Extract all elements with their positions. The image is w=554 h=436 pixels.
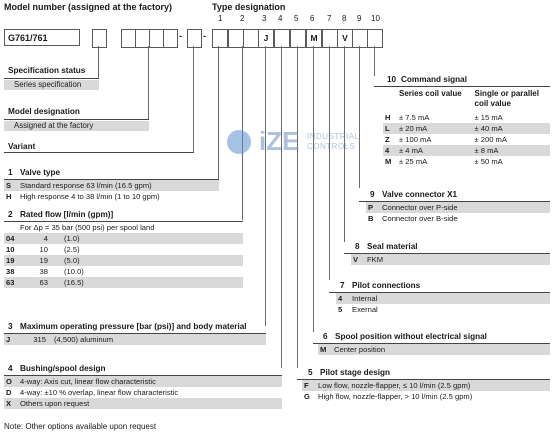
model-code: G761/761 bbox=[8, 33, 48, 43]
section-1-title: 1 Valve type bbox=[8, 168, 61, 177]
variant-box bbox=[187, 29, 202, 48]
line-p3 bbox=[265, 46, 266, 326]
table-row: H High response 4 to 38 l/min (1 to 10 gpm) bbox=[4, 191, 219, 202]
section-10-table bbox=[383, 88, 550, 167]
table-row: 4 ± 4 mA ± 8 mA bbox=[383, 145, 550, 156]
table-row: D 4-way: ±10 % overlap, linear flow characteristic bbox=[4, 387, 282, 398]
section-10-bar bbox=[374, 86, 550, 87]
pos9-box bbox=[352, 29, 368, 48]
table-row: M Center position bbox=[318, 344, 550, 355]
model-number-heading: Model number (assigned at the factory) bbox=[4, 2, 173, 12]
section-9-table bbox=[366, 202, 550, 224]
section-4-table bbox=[4, 376, 282, 409]
section-6-title: 6 Spool position without electrical signal bbox=[323, 332, 487, 341]
pos-1: 1 bbox=[218, 14, 223, 23]
pos3-value: J bbox=[263, 33, 269, 43]
line-spec bbox=[98, 46, 99, 78]
pos-8: 8 bbox=[342, 14, 347, 23]
table-row: 19 19 (5.0) bbox=[4, 255, 243, 266]
spec-status-title: Specification status bbox=[8, 66, 86, 75]
section-8-title: 8 Seal material bbox=[355, 242, 418, 251]
section-5-title: 5 Pilot stage design bbox=[308, 368, 391, 377]
spec-status-value: Series specification bbox=[4, 80, 99, 90]
table-row: 5 Exernal bbox=[336, 304, 550, 315]
watermark-line2: CONTROLS bbox=[307, 142, 356, 151]
pos6-box bbox=[306, 29, 322, 48]
table-row: 38 38 (10.0) bbox=[4, 266, 243, 277]
pos7-box bbox=[322, 29, 338, 48]
line-p4 bbox=[281, 46, 282, 368]
section-10-title: 10 Command signal bbox=[387, 75, 467, 84]
section-8-table bbox=[351, 254, 550, 265]
section-7-title: 7 Pilot connections bbox=[340, 281, 421, 290]
line-desig bbox=[148, 46, 149, 119]
watermark-logo-icon bbox=[227, 130, 251, 154]
section-9-title: 9 Valve connector X1 bbox=[370, 190, 458, 199]
table-row: B Connector over B-side bbox=[366, 213, 550, 224]
table-row: G High flow, nozzle-flapper, > 10 l/min (2.5 gpm) bbox=[302, 391, 550, 402]
table-row: L ± 20 mA ± 40 mA bbox=[383, 123, 550, 134]
line-variant bbox=[193, 46, 194, 152]
model-designation-value: Assigned at the factory bbox=[4, 121, 149, 131]
line-p1 bbox=[218, 46, 219, 179]
pos5-box bbox=[290, 29, 306, 48]
model-code-box bbox=[4, 29, 80, 46]
line-p10 bbox=[374, 46, 375, 76]
section-1-table bbox=[4, 180, 219, 202]
designation-box-1 bbox=[121, 29, 136, 48]
table-row: 10 10 (2.5) bbox=[4, 244, 243, 255]
table-row: H ± 7.5 mA ± 15 mA bbox=[383, 112, 550, 123]
section-2-title: 2 Rated flow [l/min (gpm)] bbox=[8, 210, 114, 219]
table-row: X Others upon request bbox=[4, 398, 282, 409]
table-row: P Connector over P-side bbox=[366, 202, 550, 213]
pos-6: 6 bbox=[310, 14, 315, 23]
footnote: Note: Other options available upon request bbox=[4, 422, 157, 431]
section-3-title: 3 Maximum operating pressure [bar (psi)] and body material bbox=[8, 322, 247, 331]
pos-2: 2 bbox=[240, 14, 245, 23]
model-designation-title: Model designation bbox=[8, 107, 80, 116]
line-p5 bbox=[297, 46, 298, 368]
section-4-title: 4 Bushing/spool design bbox=[8, 364, 106, 373]
pos10-box bbox=[367, 29, 383, 48]
pos-4: 4 bbox=[278, 14, 283, 23]
pos6-value: M bbox=[310, 33, 318, 43]
table-row: Z ± 100 mA ± 200 mA bbox=[383, 134, 550, 145]
table-row: 63 63 (16.5) bbox=[4, 277, 243, 288]
table-row: M ± 25 mA ± 50 mA bbox=[383, 156, 550, 167]
watermark-line1: INDUSTRIAL bbox=[307, 132, 360, 141]
table-row: 04 4 (1.0) bbox=[4, 233, 243, 244]
dash-1: - bbox=[179, 31, 182, 41]
pos2b-box bbox=[243, 29, 259, 48]
section-6-table bbox=[318, 344, 550, 355]
table-row: F Low flow, nozzle-flapper, ≤ 10 l/min (2.5 gpm) bbox=[302, 380, 550, 391]
pos3-box bbox=[258, 29, 274, 48]
pos-9: 9 bbox=[357, 14, 362, 23]
section-7-table bbox=[336, 293, 550, 315]
pos8-box bbox=[337, 29, 353, 48]
variant-title: Variant bbox=[8, 142, 36, 151]
dash-2: - bbox=[203, 31, 206, 41]
spec-status-box bbox=[92, 29, 107, 48]
table-row: 4 Internal bbox=[336, 293, 550, 304]
pos-7: 7 bbox=[327, 14, 332, 23]
section-2-table bbox=[4, 222, 243, 288]
pos-10: 10 bbox=[371, 14, 380, 23]
line-p9 bbox=[359, 46, 360, 188]
watermark-brand: iZE bbox=[259, 126, 300, 156]
section-3-table bbox=[4, 334, 266, 345]
line-spec-h bbox=[4, 78, 99, 79]
watermark bbox=[227, 126, 377, 166]
pos1-box bbox=[212, 29, 228, 48]
designation-box-4 bbox=[163, 29, 178, 48]
table-row: J 315 (4,500) aluminum bbox=[4, 334, 266, 345]
table-row: O 4-way: Axis cut, linear flow characteristic bbox=[4, 376, 282, 387]
line-desig-h bbox=[4, 119, 149, 120]
type-designation-heading: Type designation bbox=[212, 2, 286, 12]
line-p6 bbox=[313, 46, 314, 332]
table-row: S Standard response 63 l/min (16.5 gpm) bbox=[4, 180, 219, 191]
table-header: Series coil value Single or parallel coil value bbox=[383, 88, 550, 112]
line-variant-h bbox=[4, 152, 194, 153]
pos8-value: V bbox=[342, 33, 348, 43]
table-row: For Δp = 35 bar (500 psi) per spool land bbox=[4, 222, 243, 233]
designation-box-3 bbox=[149, 29, 164, 48]
table-row: V FKM bbox=[351, 254, 550, 265]
section-5-table bbox=[302, 380, 550, 402]
pos-3: 3 bbox=[262, 14, 267, 23]
pos4-box bbox=[274, 29, 290, 48]
pos-5: 5 bbox=[294, 14, 299, 23]
